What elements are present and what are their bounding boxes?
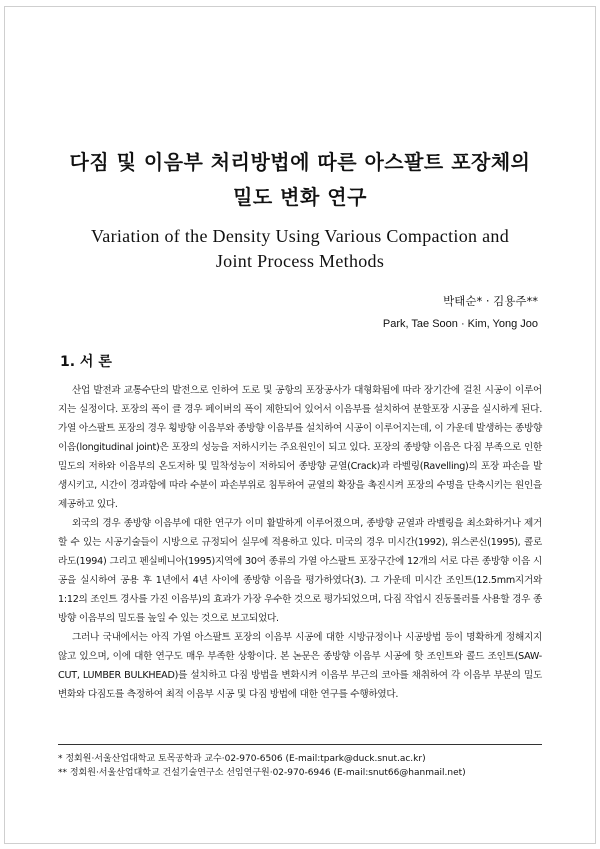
paragraph-1: 산업 발전과 교통수단의 발전으로 인하여 도로 및 공항의 포장공사가 대형화됨에 따라 장기간에 걸친 시공이 이루어지는 실정이다. 포장의 폭이 클 경우 페이버의 폭이 제한되어 있어서 이음부를 설치하여 분할포장 시공을 실시하게 된다. 가열 아스팔트 포장의 경우 횡방향 이음부와 종방향 이음부를 설치하여 시공이 이루어지는데, 이 가운데 발생하는 종방향 이음(longitudinal joint)은 포장의 성능을 저하시키는 주요원인이 되고 있다. 포장의 종방향 이음은 다짐 부족으로 인한 밀도의 저하와 이음부의 온도저하 및 밀착성능이 저하되어 종방향 균열(Crack)과 라벨링(Ravelling)의 포장 파손을 발생시키고, 시간이 경과함에 따라 수분이 파손부위로 침투하여 균열의 확장을 촉진시켜 포장의 수명을 단축시키는 원인을 제공하고 있다.	[58, 385, 542, 510]
footnote-author-1: * 정회원·서울산업대학교 토목공학과 교수·02-970-6506 (E-mail:tpark@duck.snut.ac.kr)	[58, 754, 426, 764]
body-text	[58, 381, 542, 704]
paragraph-3: 그러나 국내에서는 아직 가열 아스팔트 포장의 이음부 시공에 대한 시방규정이나 시공방법 등이 명확하게 정해지지 않고 있으며, 이에 대한 연구도 매우 부족한 상황이다. 본 논문은 종방향 이음부 시공에 핫 조인트와 콜드 조인트(SAW-CUT, LUMBER BULKHEAD)를 설치하고 다짐 방법을 변화시켜 이음부 부근의 코아를 채취하여 각 이음부 부분의 밀도 변화와 다짐도를 측정하여 최적 이음부 시공 및 다짐 방법에 대한 연구를 수행하였다.	[58, 632, 542, 700]
title-english-line2: Joint Process Methods	[215, 251, 385, 271]
footnote-author-2: ** 정회원·서울산업대학교 건설기술연구소 선임연구원·02-970-6946 (E-mail:snut66@hanmail.net)	[58, 768, 466, 778]
footnotes	[58, 752, 558, 780]
authors-korean: 박태순* · 김용주**	[443, 294, 538, 308]
authors-english: Park, Tae Soon · Kim, Yong Joo	[382, 318, 538, 330]
title-korean-line1: 다짐 및 이음부 처리방법에 따른 아스팔트 포장체의	[69, 150, 531, 174]
footnote-divider	[58, 744, 542, 745]
paragraph-2: 외국의 경우 종방향 이음부에 대한 연구가 이미 활발하게 이루어졌으며, 종방향 균열과 라벨링을 최소화하거나 제거할 수 있는 시공기술들이 시방으로 규정되어 실무에 적용하고 있다. 미국의 경우 미시간(1992), 위스콘신(1995), 콜로라도(1994) 그리고 펜실베니아(1995)지역에 30여 종류의 가열 아스팔트 포장구간에 12개의 서로 다른 종방향 이음 시공을 실시하여 공용 후 1년에서 4년 사이에 종방향 이음을 평가하였다(3). 그 가운데 미시간 조인트(12.5mm지거와 1:12의 조인트 경사를 가진 이음부)의 효과가 가장 우수한 것으로 평가되었으며, 다짐 작업시 진동롤러를 사용할 경우 종방향 이음부의 밀도를 높일 수 있는 것으로 보고되었다.	[58, 518, 542, 624]
section-heading-introduction: 1. 서 론	[60, 354, 112, 370]
title-korean-line2: 밀도 변화 연구	[233, 185, 367, 209]
title-english-line1: Variation of the Density Using Various Compaction and	[90, 226, 509, 246]
